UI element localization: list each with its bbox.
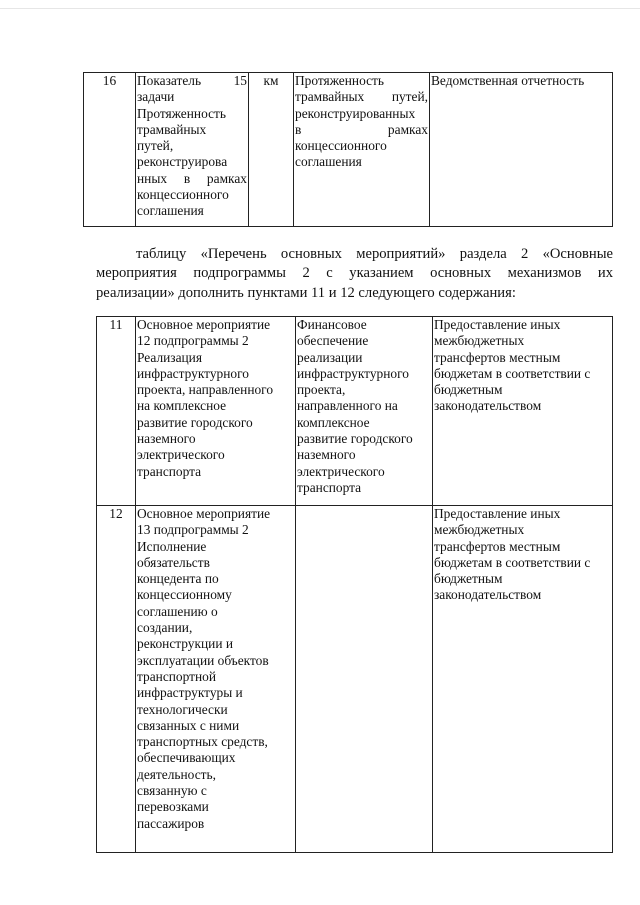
mechanism-line: бюджетам в соответствии с xyxy=(434,554,591,570)
indicator-description-line: в рамках xyxy=(295,121,428,137)
measure-name-line: технологически xyxy=(137,701,228,717)
measure-content-line: развитие городского xyxy=(297,431,413,447)
measure-name-cell xyxy=(136,506,296,853)
table-row xyxy=(84,73,613,227)
paragraph-line: мероприятия подпрограммы 2 с указанием основных механизмов их xyxy=(96,265,613,282)
mechanism-line: бюджетам в соответствии с xyxy=(434,365,591,381)
measure-name-line: реконструкции и xyxy=(137,636,234,652)
mechanism-line: Предоставление иных xyxy=(434,317,561,332)
mechanism-line: бюджетным xyxy=(434,571,503,587)
measure-content-line: направленного на xyxy=(297,398,398,414)
mechanism-line: законодательством xyxy=(434,587,542,603)
measure-name-line: связанных с ними xyxy=(137,717,240,733)
mechanism-line: межбюджетных xyxy=(434,333,525,349)
measure-content-line: электрического xyxy=(297,463,385,479)
table-row xyxy=(97,506,613,853)
indicator-name-line: нных в рамках xyxy=(137,170,247,186)
measure-content-line: обеспечение xyxy=(297,333,369,349)
measure-name-line: Основное мероприятие xyxy=(137,317,271,332)
measure-name-line: на комплексное xyxy=(137,398,227,414)
measure-content-cell xyxy=(296,506,433,853)
measure-name-line: 13 подпрограммы 2 xyxy=(137,522,249,538)
measure-content-line: транспорта xyxy=(297,479,362,495)
measure-content-line: проекта, xyxy=(297,382,346,398)
measure-name-line: транспортной xyxy=(137,668,217,684)
indicator-name-line: Показатель 15 xyxy=(137,73,247,88)
measure-content-line: Финансовое xyxy=(297,317,367,332)
measure-name-line: 12 подпрограммы 2 xyxy=(137,333,249,349)
row-number-cell: 11 xyxy=(97,317,136,506)
measure-name-line: транспортных средств, xyxy=(137,734,268,750)
mechanism-line: Предоставление иных xyxy=(434,506,561,521)
indicator-description-line: реконструированных xyxy=(295,105,416,121)
measure-name-line: развитие городского xyxy=(137,414,253,430)
measure-name-line: наземного xyxy=(137,431,196,447)
indicator-description-cell xyxy=(294,73,430,227)
table-row xyxy=(97,317,613,506)
mechanism-line: законодательством xyxy=(434,398,542,414)
indicator-name-line: реконструирова xyxy=(137,154,228,170)
indicator-description-line: концессионного xyxy=(295,138,387,154)
indicator-name-line: задачи xyxy=(137,89,175,105)
measure-name-line: транспорта xyxy=(137,463,202,479)
measure-content-line: реализации xyxy=(297,349,363,365)
indicators-table xyxy=(83,72,613,227)
measure-content-line: наземного xyxy=(297,447,356,463)
page-top-edge xyxy=(0,8,640,9)
implementation-mechanism-cell xyxy=(433,317,613,506)
mechanism-line: межбюджетных xyxy=(434,522,525,538)
row-number-cell: 16 xyxy=(84,73,136,227)
body-paragraph xyxy=(96,245,613,303)
measure-name-line: деятельность, xyxy=(137,766,216,782)
paragraph-line: реализации» дополнить пунктами 11 и 12 следующего содержания: xyxy=(96,284,516,301)
measure-content-cell xyxy=(296,317,433,506)
measure-name-line: концедента по xyxy=(137,571,219,587)
unit-cell: км xyxy=(249,73,294,227)
indicator-description-line: трамвайных путей, xyxy=(295,89,428,105)
mechanism-line: бюджетным xyxy=(434,382,503,398)
indicator-name-cell xyxy=(136,73,249,227)
paragraph-line: таблицу «Перечень основных мероприятий» раздела 2 «Основные xyxy=(136,246,613,262)
measure-content-line: инфраструктурного xyxy=(297,365,409,381)
indicator-description-line: Протяженность xyxy=(295,73,385,88)
indicator-name-line: путей, xyxy=(137,138,174,154)
indicator-name-line: трамвайных xyxy=(137,121,207,137)
implementation-mechanism-cell xyxy=(433,506,613,853)
mechanism-line: трансфертов местным xyxy=(434,538,561,554)
measure-name-line: инфраструктуры и xyxy=(137,685,243,701)
measure-name-line: инфраструктурного xyxy=(137,365,249,381)
measure-name-line: Основное мероприятие xyxy=(137,506,271,521)
measure-name-line: Реализация xyxy=(137,349,203,365)
measure-name-line: связанную с xyxy=(137,783,207,799)
measure-name-line: создании, xyxy=(137,620,193,636)
measure-name-line: обеспечивающих xyxy=(137,750,236,766)
measure-name-line: концессионному xyxy=(137,587,232,603)
row-number-cell: 12 xyxy=(97,506,136,853)
measure-name-line: соглашению о xyxy=(137,603,218,619)
measure-name-line: электрического xyxy=(137,447,225,463)
measures-table xyxy=(96,316,613,853)
indicator-description-line: соглашения xyxy=(295,154,362,170)
measure-name-line: Исполнение xyxy=(137,538,207,554)
indicator-name-line: соглашения xyxy=(137,203,204,219)
data-source-cell: Ведомственная отчетность xyxy=(430,73,613,227)
measure-name-line: обязательств xyxy=(137,554,210,570)
measure-name-line: проекта, направленного xyxy=(137,382,274,398)
mechanism-line: трансфертов местным xyxy=(434,349,561,365)
measure-name-line: эксплуатации объектов xyxy=(137,652,269,668)
measure-content-line: комплексное xyxy=(297,414,370,430)
indicator-name-line: концессионного xyxy=(137,187,229,203)
measure-name-line: перевозками xyxy=(137,799,209,815)
measure-name-line: пассажиров xyxy=(137,815,205,831)
indicator-name-line: Протяженность xyxy=(137,105,227,121)
measure-name-cell xyxy=(136,317,296,506)
